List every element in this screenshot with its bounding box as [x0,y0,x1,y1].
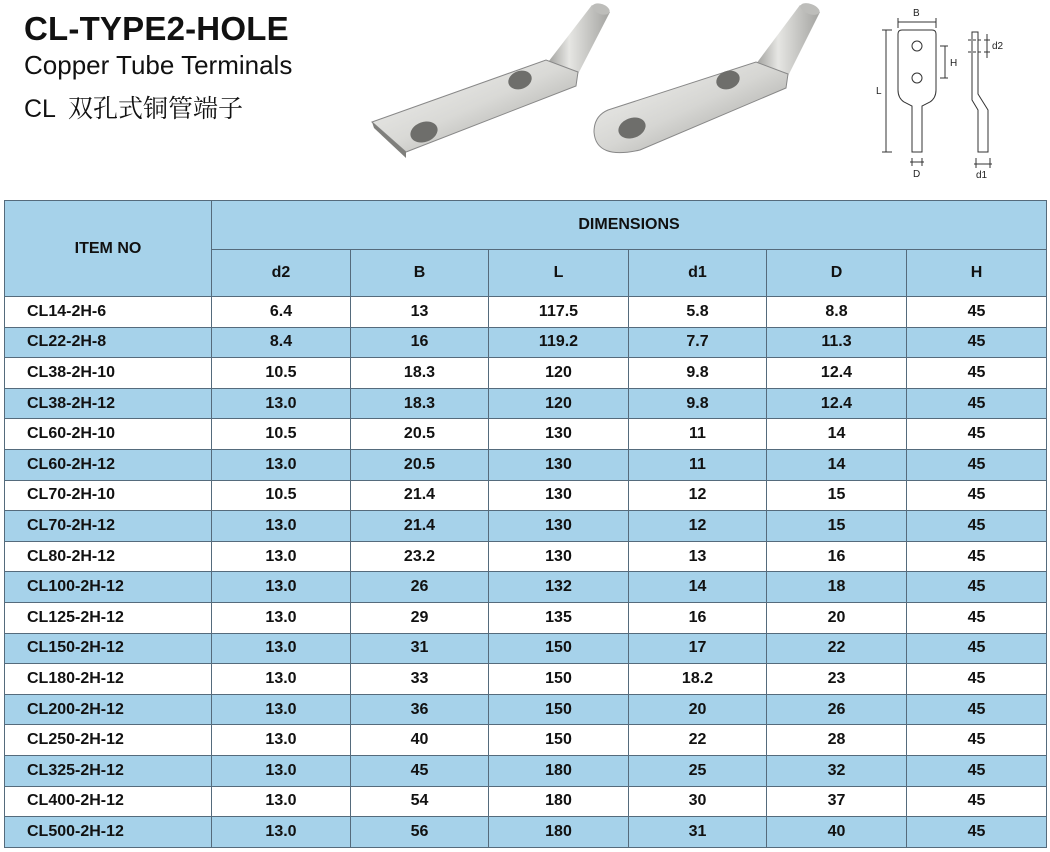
value-cell-h: 45 [907,358,1047,389]
value-cell-d1: 16 [629,602,767,633]
value-cell-d: 12.4 [767,388,907,419]
table-row [5,602,1047,633]
value-cell-d2: 13.0 [212,541,351,572]
value-cell-d2: 13.0 [212,725,351,756]
value-cell-b: 40 [351,725,489,756]
column-header-d1: d1 [629,250,767,297]
value-cell-d2: 13.0 [212,388,351,419]
value-cell-d1: 12 [629,511,767,542]
value-cell-h: 45 [907,480,1047,511]
value-cell-b: 56 [351,817,489,848]
value-cell-d1: 25 [629,755,767,786]
item-no-cell: CL70-2H-12 [5,511,212,542]
item-no-cell: CL60-2H-12 [5,449,212,480]
value-cell-d1: 11 [629,449,767,480]
value-cell-h: 45 [907,449,1047,480]
value-cell-b: 26 [351,572,489,603]
value-cell-h: 45 [907,602,1047,633]
value-cell-d: 32 [767,755,907,786]
column-header-d2: d2 [212,250,351,297]
item-no-cell: CL38-2H-10 [5,358,212,389]
value-cell-l: 130 [489,511,629,542]
value-cell-b: 20.5 [351,449,489,480]
value-cell-d: 15 [767,511,907,542]
value-cell-b: 18.3 [351,358,489,389]
table-row [5,694,1047,725]
item-no-cell: CL500-2H-12 [5,817,212,848]
table-row [5,419,1047,450]
item-no-header: ITEM NO [5,201,212,297]
value-cell-l: 132 [489,572,629,603]
value-cell-d1: 12 [629,480,767,511]
table-row [5,572,1047,603]
column-header-d: D [767,250,907,297]
value-cell-h: 45 [907,327,1047,358]
value-cell-d1: 31 [629,817,767,848]
value-cell-b: 54 [351,786,489,817]
value-cell-d: 23 [767,664,907,695]
value-cell-l: 130 [489,419,629,450]
table-row [5,664,1047,695]
table-row [5,480,1047,511]
value-cell-d: 11.3 [767,327,907,358]
subtitle-cn-text: 双孔式铜管端子 [67,95,243,123]
value-cell-b: 29 [351,602,489,633]
dimension-diagram [850,2,1050,184]
dimensions-table [4,200,1047,848]
value-cell-b: 45 [351,755,489,786]
item-no-cell: CL150-2H-12 [5,633,212,664]
value-cell-b: 20.5 [351,419,489,450]
value-cell-d2: 13.0 [212,817,351,848]
item-no-cell: CL14-2H-6 [5,297,212,328]
value-cell-d1: 20 [629,694,767,725]
diagram-label-d1: d1 [976,170,988,181]
value-cell-h: 45 [907,511,1047,542]
value-cell-d2: 6.4 [212,297,351,328]
value-cell-h: 45 [907,572,1047,603]
value-cell-d2: 13.0 [212,633,351,664]
value-cell-b: 36 [351,694,489,725]
item-no-cell: CL100-2H-12 [5,572,212,603]
value-cell-l: 135 [489,602,629,633]
value-cell-d1: 17 [629,633,767,664]
value-cell-d1: 9.8 [629,358,767,389]
value-cell-d1: 13 [629,541,767,572]
page-subtitle: Copper Tube Terminals [24,50,293,80]
value-cell-h: 45 [907,297,1047,328]
value-cell-l: 130 [489,541,629,572]
value-cell-d1: 14 [629,572,767,603]
item-no-cell: CL70-2H-10 [5,480,212,511]
value-cell-d: 26 [767,694,907,725]
value-cell-d1: 11 [629,419,767,450]
value-cell-d: 12.4 [767,358,907,389]
value-cell-h: 45 [907,817,1047,848]
item-no-cell: CL22-2H-8 [5,327,212,358]
value-cell-b: 18.3 [351,388,489,419]
value-cell-d2: 13.0 [212,449,351,480]
table-row [5,449,1047,480]
value-cell-h: 45 [907,725,1047,756]
value-cell-d1: 5.8 [629,297,767,328]
value-cell-l: 180 [489,786,629,817]
table-row [5,297,1047,328]
value-cell-l: 120 [489,388,629,419]
value-cell-d: 15 [767,480,907,511]
value-cell-b: 31 [351,633,489,664]
value-cell-d2: 13.0 [212,694,351,725]
table-row [5,388,1047,419]
value-cell-d2: 13.0 [212,755,351,786]
value-cell-d2: 13.0 [212,511,351,542]
item-no-cell: CL325-2H-12 [5,755,212,786]
value-cell-h: 45 [907,541,1047,572]
value-cell-d: 16 [767,541,907,572]
item-no-cell: CL80-2H-12 [5,541,212,572]
value-cell-l: 180 [489,817,629,848]
value-cell-d2: 10.5 [212,358,351,389]
column-header-b: B [351,250,489,297]
value-cell-d: 14 [767,449,907,480]
value-cell-b: 16 [351,327,489,358]
value-cell-d1: 7.7 [629,327,767,358]
value-cell-h: 45 [907,786,1047,817]
dimensions-header: DIMENSIONS [212,201,1047,250]
value-cell-d: 37 [767,786,907,817]
value-cell-h: 45 [907,419,1047,450]
value-cell-l: 150 [489,725,629,756]
value-cell-l: 119.2 [489,327,629,358]
value-cell-l: 150 [489,694,629,725]
value-cell-d2: 13.0 [212,786,351,817]
value-cell-l: 130 [489,449,629,480]
item-no-cell: CL400-2H-12 [5,786,212,817]
value-cell-d2: 13.0 [212,572,351,603]
value-cell-h: 45 [907,664,1047,695]
value-cell-h: 45 [907,388,1047,419]
value-cell-d: 28 [767,725,907,756]
value-cell-l: 120 [489,358,629,389]
page-title: CL-TYPE2-HOLE [24,10,289,47]
diagram-label-d2: d2 [992,41,1004,52]
value-cell-h: 45 [907,694,1047,725]
item-no-cell: CL250-2H-12 [5,725,212,756]
terminal-photo-rounded [580,0,830,172]
value-cell-d1: 18.2 [629,664,767,695]
value-cell-b: 33 [351,664,489,695]
item-no-cell: CL38-2H-12 [5,388,212,419]
value-cell-d2: 8.4 [212,327,351,358]
table-row [5,358,1047,389]
table-row [5,786,1047,817]
diagram-label-h: H [950,58,958,69]
table-row [5,725,1047,756]
value-cell-d: 8.8 [767,297,907,328]
value-cell-d2: 10.5 [212,419,351,450]
value-cell-l: 117.5 [489,297,629,328]
value-cell-l: 150 [489,664,629,695]
value-cell-d: 40 [767,817,907,848]
value-cell-d2: 13.0 [212,602,351,633]
table-row [5,541,1047,572]
column-header-l: L [489,250,629,297]
page-subtitle-chinese [24,89,243,125]
value-cell-l: 130 [489,480,629,511]
value-cell-b: 13 [351,297,489,328]
column-header-h: H [907,250,1047,297]
diagram-label-d: D [913,169,921,180]
subtitle-cn-prefix: CL [24,95,56,123]
value-cell-l: 180 [489,755,629,786]
value-cell-l: 150 [489,633,629,664]
table-row [5,755,1047,786]
value-cell-h: 45 [907,633,1047,664]
value-cell-b: 23.2 [351,541,489,572]
item-no-cell: CL200-2H-12 [5,694,212,725]
item-no-cell: CL180-2H-12 [5,664,212,695]
value-cell-d2: 10.5 [212,480,351,511]
item-no-cell: CL60-2H-10 [5,419,212,450]
value-cell-d1: 9.8 [629,388,767,419]
item-no-cell: CL125-2H-12 [5,602,212,633]
value-cell-d1: 30 [629,786,767,817]
value-cell-d1: 22 [629,725,767,756]
table-row [5,511,1047,542]
diagram-label-b: B [913,8,920,19]
diagram-label-l: L [876,86,882,97]
table-row [5,633,1047,664]
value-cell-b: 21.4 [351,511,489,542]
value-cell-h: 45 [907,755,1047,786]
value-cell-d: 14 [767,419,907,450]
value-cell-d2: 13.0 [212,664,351,695]
value-cell-d: 20 [767,602,907,633]
table-row [5,327,1047,358]
value-cell-d: 22 [767,633,907,664]
value-cell-b: 21.4 [351,480,489,511]
value-cell-d: 18 [767,572,907,603]
table-row [5,817,1047,848]
